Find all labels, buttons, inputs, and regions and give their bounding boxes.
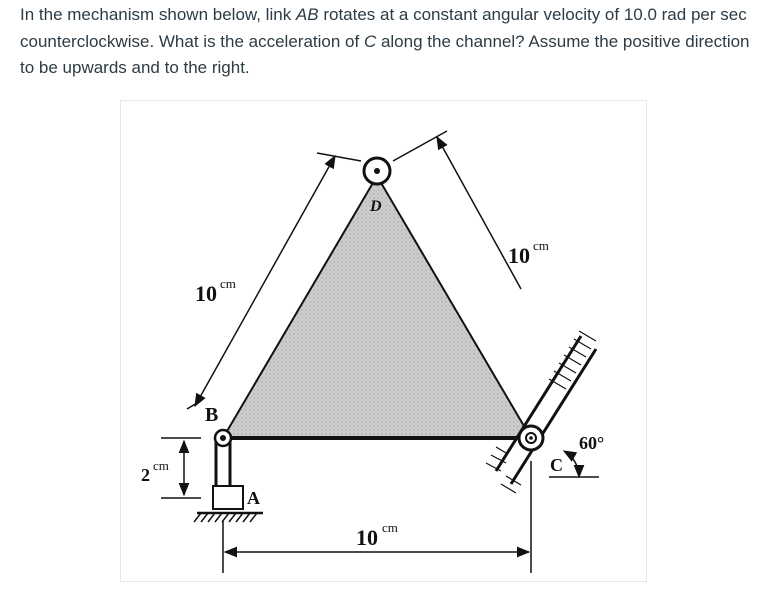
question-text xyxy=(20,2,750,82)
mechanism-figure xyxy=(120,100,647,582)
label-c: C xyxy=(550,455,563,475)
dim-right-unit: cm xyxy=(533,238,549,253)
label-d: D xyxy=(370,198,382,215)
triangle-link xyxy=(223,176,531,438)
ground-hatch xyxy=(194,513,257,522)
label-b: B xyxy=(205,404,219,426)
mechanism-diagram xyxy=(121,101,646,581)
angle-label: 60° xyxy=(579,433,605,453)
question-part-1: In the mechanism shown below, link xyxy=(20,5,296,24)
label-a: A xyxy=(247,488,260,508)
dim-left-unit: cm xyxy=(220,276,236,291)
dim-ab-unit: cm xyxy=(153,458,169,473)
dim-right-value: 10 xyxy=(508,243,530,268)
dim-left-value: 10 xyxy=(195,281,217,306)
dim-base-unit: cm xyxy=(382,520,398,535)
point-name: C xyxy=(363,31,377,51)
link-name: AB xyxy=(295,5,319,24)
angle-arc xyxy=(564,451,579,477)
question-part-2: rotates at a constant angular velocity of 10.0 rad per sec counterclockwise. What is the acceleration of xyxy=(20,5,747,51)
dim-ab-value: 2 xyxy=(141,465,150,485)
question-part-3: along the channel? Assume the positive direction to be upwards and to the right. xyxy=(20,31,750,77)
ground-support xyxy=(213,486,243,509)
dim-base-value: 10 xyxy=(356,525,378,550)
